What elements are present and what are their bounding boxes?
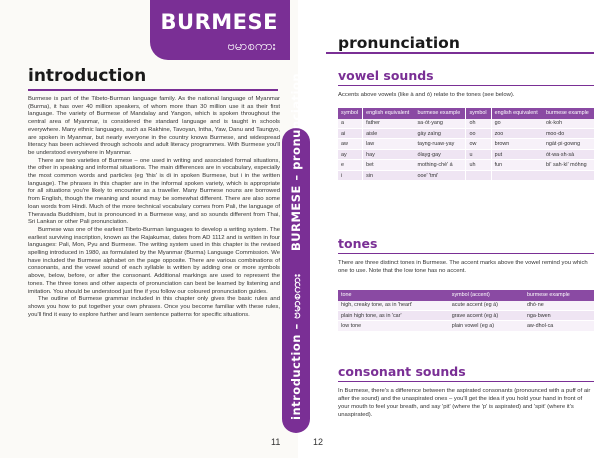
vowel-cell: put [491,149,543,159]
vowel-cell: bet [363,160,415,170]
vowel-cell: moo·do [543,128,594,138]
vowel-cell: brown [491,139,543,149]
consonant-sounds-heading: consonant sounds [338,364,466,379]
vowel-header-cell: symbol [338,108,363,119]
vowel-cell [491,170,543,180]
vowel-cell: i [338,170,363,180]
page-number-left: 11 [271,437,281,447]
tone-header-cell: symbol (accent) [449,290,524,301]
banner-title: BURMESE [160,10,278,34]
tone-cell: plain high tone, as in 'car' [338,310,449,320]
vowel-cell: hay [363,149,415,159]
vowel-cell: zoo [491,128,543,138]
vowel-table-row [338,128,594,138]
tones-table-header [338,290,594,301]
vowel-table-row [338,149,594,159]
tone-cell: low tone [338,321,449,331]
intro-paragraph: There are two varieties of Burmese – one used in writing and associated formal situations, the other in speaking and informal situations. The main differences are in vocabulary, especially the most common words and particles (eg 'this' is di in spoken Burmese, but i in the written language). The phrases in this chapter are in the informal spoken variety, which is appropriate for all situations you're likely to encounter as a traveller. Many Burmese nouns are borrowed from English, though the meaning and sound may be somewhat different. There are also some loan words from Hindi. Much of the more technical vocabulary comes from Pali, the language of Theravada Buddhism, but is pronounced in a Burmese way, and so sounds different from Thai, Sri Lankan or other Pali pronunciation. [28,157,280,226]
vowel-cell: law [363,139,415,149]
tone-header-cell: tone [338,290,449,301]
tones-note: There are three distinct tones in Burmese. The accent marks above the vowel remind you which one to use. Note that the low tone has no accent. [338,260,588,274]
tone-cell: aw·dhol·ca [524,321,594,331]
vowel-cell: go [491,119,543,129]
vowel-cell: uh [466,160,491,170]
vowel-table-header [338,108,594,119]
vowel-cell [543,170,594,180]
vowel-header-cell: english equivalent [491,108,543,119]
vowel-sounds-heading: vowel sounds [338,68,434,83]
vowel-cell: u [466,149,491,159]
intro-paragraph: The outline of Burmese grammar included in this chapter only gives the basic rules and shows you how to put together your own phrases. Once you become familiar with these rules, you'll find it easy to explore further and learn sentence patterns for specific situations. [28,296,280,318]
vowel-cell: oo [466,128,491,138]
spine-text-left: introduction – ဗမာစကား [289,273,303,420]
tone-cell: acute accent (eg á) [449,301,524,311]
intro-paragraph: Burmese was one of the earliest Tibeto-Burman languages to develop a writing system. The earliest surviving inscription, known as the Rajakumar, dates from AD 1112 and is written in four languages: Pali, Mon, Pyu and Burmese. The writing system used in this chapter is the revised spelling introduced in 1980, as formulated by the Myanmar (Burma) Language Commission. We have included the Burmese alphabet on the page opposite. There are various combinations of consonants, and the vowel sound of each syllable is written by adding one or more symbols above, below, before, or after the consonant. Additional markings are used to represent the tones. The three tones and other aspects of pronunciation can best be learned by listening and imitation. You should be understood just fine if you follow our coloured pronunciation guides. [28,226,280,295]
vowel-cell: ólayg·gay [414,149,466,159]
vowel-cell: ay [338,149,363,159]
pronunciation-heading: pronunciation [338,34,460,52]
vowel-table-row [338,170,594,180]
vowel-cell: aisle [363,128,415,138]
vowel-header-cell: burmese example [414,108,466,119]
vowel-cell: aw [338,139,363,149]
vowel-cell: ow [466,139,491,149]
vowel-cell: tayng·ruaw·yay [414,139,466,149]
vowel-table [338,108,594,181]
vowel-cell: sa·ót·yang [414,119,466,129]
vowel-table-row [338,160,594,170]
vowel-note: Accents above vowels (like à and ó) relate to the tones (see below). [338,92,515,98]
left-page [0,0,298,458]
vowel-cell: fun [491,160,543,170]
introduction-body [28,96,280,319]
consonant-sounds-rule [338,381,594,382]
vowel-cell [466,170,491,180]
spine-tab [282,72,310,433]
vowel-table-row [338,139,594,149]
tone-cell: grave accent (eg à) [449,310,524,320]
vowel-cell: father [363,119,415,129]
banner-subtitle: ဗမာစကား [227,39,276,54]
tone-header-cell: burmese example [524,290,594,301]
vowel-sounds-rule [338,85,594,86]
vowel-cell: a [338,119,363,129]
vowel-table-row [338,119,594,129]
tones-table-row [338,321,594,331]
tones-heading: tones [338,236,378,251]
vowel-cell: ok·koh [543,119,594,129]
spine-text [286,72,306,420]
intro-paragraph: Burmese is part of the Tibeto-Burman language family. As the national language of Myanmar (Burma), it has over 40 million speakers, of whom more than 30 million use it as their first language. The variety of Burmese of Mandalay and Yangon, which is spoken throughout the central area of Myanmar, is considered the standard language and is taught in schools everywhere. Many ethnic languages, such as Rakhine, Tavoyan, Intha, Yaw, Danu and Taungyo, are spoken in Myanmar, but nearly everyone in the country knows Burmese, and widespread literacy has been achieved through schools and adult literacy programmes. With Burmese you'll be understood everywhere in Myanmar. [28,96,280,156]
vowel-cell: oh [466,119,491,129]
vowel-cell: bì' sah·kì' móhng [543,160,594,170]
vowel-cell: sin [363,170,415,180]
tones-table-row [338,310,594,320]
introduction-rule [28,89,278,91]
vowel-header-cell: english equivalent [363,108,415,119]
tone-cell: nga·bwen [524,310,594,320]
tones-table [338,290,594,332]
introduction-heading: introduction [28,66,147,86]
vowel-cell: mothing·chè' á [414,160,466,170]
vowel-cell: e [338,160,363,170]
vowel-cell: ót·wa·sh·sà [543,149,594,159]
vowel-cell: gày zaìng [414,128,466,138]
tones-table-row [338,301,594,311]
pronunciation-rule [326,52,594,54]
vowel-header-cell: symbol [466,108,491,119]
vowel-header-cell: burmese example [543,108,594,119]
vowel-cell: ooe' 'tmi' [414,170,466,180]
page-number-right: 12 [313,437,324,447]
vowel-cell: ai [338,128,363,138]
language-banner [150,0,290,60]
tone-cell: dhó·ne [524,301,594,311]
spine-text-right: BURMESE – pronunciation [289,72,303,251]
tones-rule [338,253,594,254]
tone-cell: high, creaky tone, as in 'heart' [338,301,449,311]
consonant-note: In Burmese, there's a difference between the aspirated consonants (pronounced with a puff of air after the sound) and the unaspirated ones – you'll get the idea if you hold your hand in front of your mouth to feel your breath, and say 'pit' (where the 'p' is aspirated) and 'spit' (where it's unaspirated). [338,388,591,418]
tone-cell: plain vowel (eg a) [449,321,524,331]
vowel-cell: ngàt·pi·gowng [543,139,594,149]
